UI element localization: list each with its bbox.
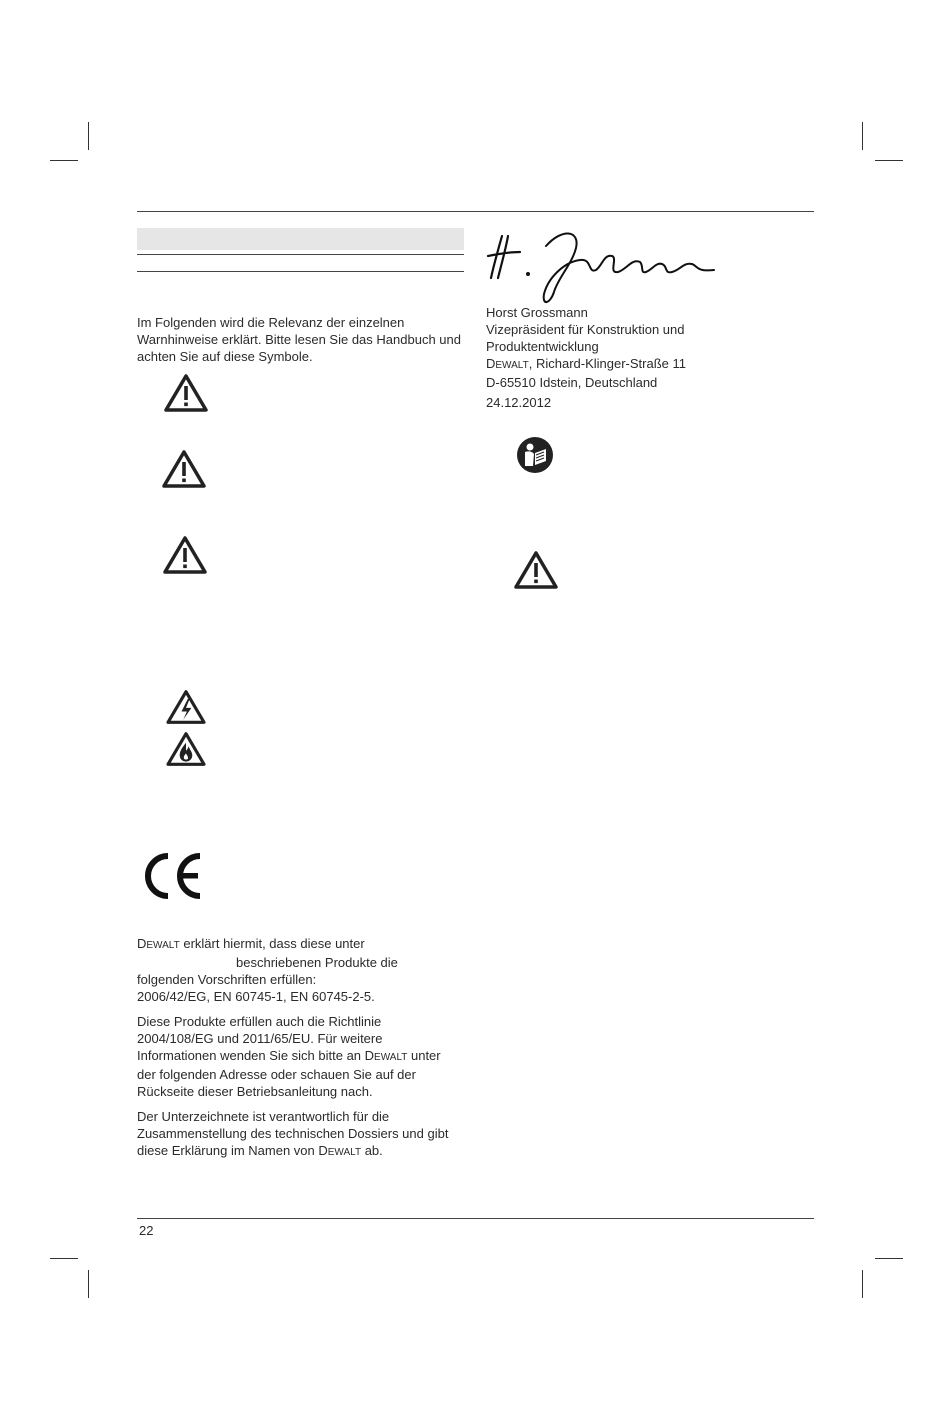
crop-mark xyxy=(88,122,89,150)
brand-initial: D xyxy=(318,1143,328,1158)
declaration-paragraph-2-a: Diese Produkte erfüllen auch die Richtlinie 2004/108/EG und 2011/65/EU. Für weitere Informationen wenden Sie sich bitte an xyxy=(137,1014,383,1063)
crop-mark xyxy=(862,122,863,150)
crop-mark xyxy=(50,160,78,161)
brand-rest: EWALT xyxy=(146,940,180,951)
company-street: , Richard-Klinger-Straße 11 xyxy=(528,356,686,371)
declaration-line-4: 2006/42/EG, EN 60745-1, EN 60745-2-5. xyxy=(137,989,375,1004)
intro-text: Im Folgenden wird die Relevanz der einzelnen Warnhinweise erklärt. Bitte lesen Sie das Handbuch und achten Sie auf diese Symbole. xyxy=(137,315,461,364)
declaration-paragraph-3 xyxy=(137,1108,457,1161)
crop-mark xyxy=(875,160,903,161)
fire-warning-icon xyxy=(165,731,207,767)
declaration-block xyxy=(137,935,457,1169)
signatory-name: Horst Grossmann xyxy=(486,305,588,320)
crop-mark xyxy=(88,1270,89,1298)
section-heading-bar xyxy=(137,228,464,250)
top-rule xyxy=(137,211,814,212)
signatory-title-line-2: Produktentwicklung xyxy=(486,339,599,354)
warning-triangle-icon xyxy=(513,550,559,590)
warning-triangle-icon xyxy=(163,373,209,413)
warning-triangle-icon xyxy=(160,449,208,489)
brand-rest: EWALT xyxy=(374,1052,408,1063)
signatory-title-line-1: Vizepräsident für Konstruktion und xyxy=(486,322,685,337)
declaration-paragraph-2-b: unter der folgenden Adresse oder schauen Sie auf der Rückseite dieser Betriebsanleitung nach. xyxy=(137,1048,441,1099)
declaration-line-1 xyxy=(137,935,457,954)
brand-rest: EWALT xyxy=(495,360,529,371)
crop-mark xyxy=(862,1270,863,1298)
heading-rule xyxy=(137,271,464,272)
declaration-paragraph-3-b: ab. xyxy=(361,1143,383,1158)
brand-rest: EWALT xyxy=(327,1147,362,1158)
signature xyxy=(484,222,720,313)
brand-initial: D xyxy=(364,1048,375,1063)
footer-rule xyxy=(137,1218,814,1219)
crop-mark xyxy=(50,1258,78,1259)
declaration-date: 24.12.2012 xyxy=(486,395,552,410)
page-number: 22 xyxy=(139,1223,154,1238)
company-city: D-65510 Idstein, Deutschland xyxy=(486,375,658,390)
declaration-line-2: beschriebenen Produkte die xyxy=(236,955,398,970)
declaration-paragraph-3-a: Der Unterzeichnete ist verantwortlich für die Zusammenstellung des technischen Dossiers und gibt diese Erklärung im Namen von xyxy=(137,1109,449,1158)
company-address xyxy=(486,355,806,374)
brand-initial: D xyxy=(137,936,147,951)
electric-shock-warning-icon xyxy=(165,689,207,725)
signatory-block xyxy=(486,304,806,411)
declaration-paragraph-2 xyxy=(137,1013,457,1100)
declaration-line-1-text: erklärt hiermit, dass diese unter xyxy=(179,936,365,951)
heading-rule xyxy=(137,254,464,255)
crop-mark xyxy=(875,1258,903,1259)
brand-initial: D xyxy=(486,356,496,371)
ce-mark-icon xyxy=(140,852,206,900)
read-manual-icon xyxy=(516,436,554,474)
warning-triangle-icon xyxy=(162,535,208,575)
declaration-line-3: folgenden Vorschriften erfüllen: xyxy=(137,972,317,987)
